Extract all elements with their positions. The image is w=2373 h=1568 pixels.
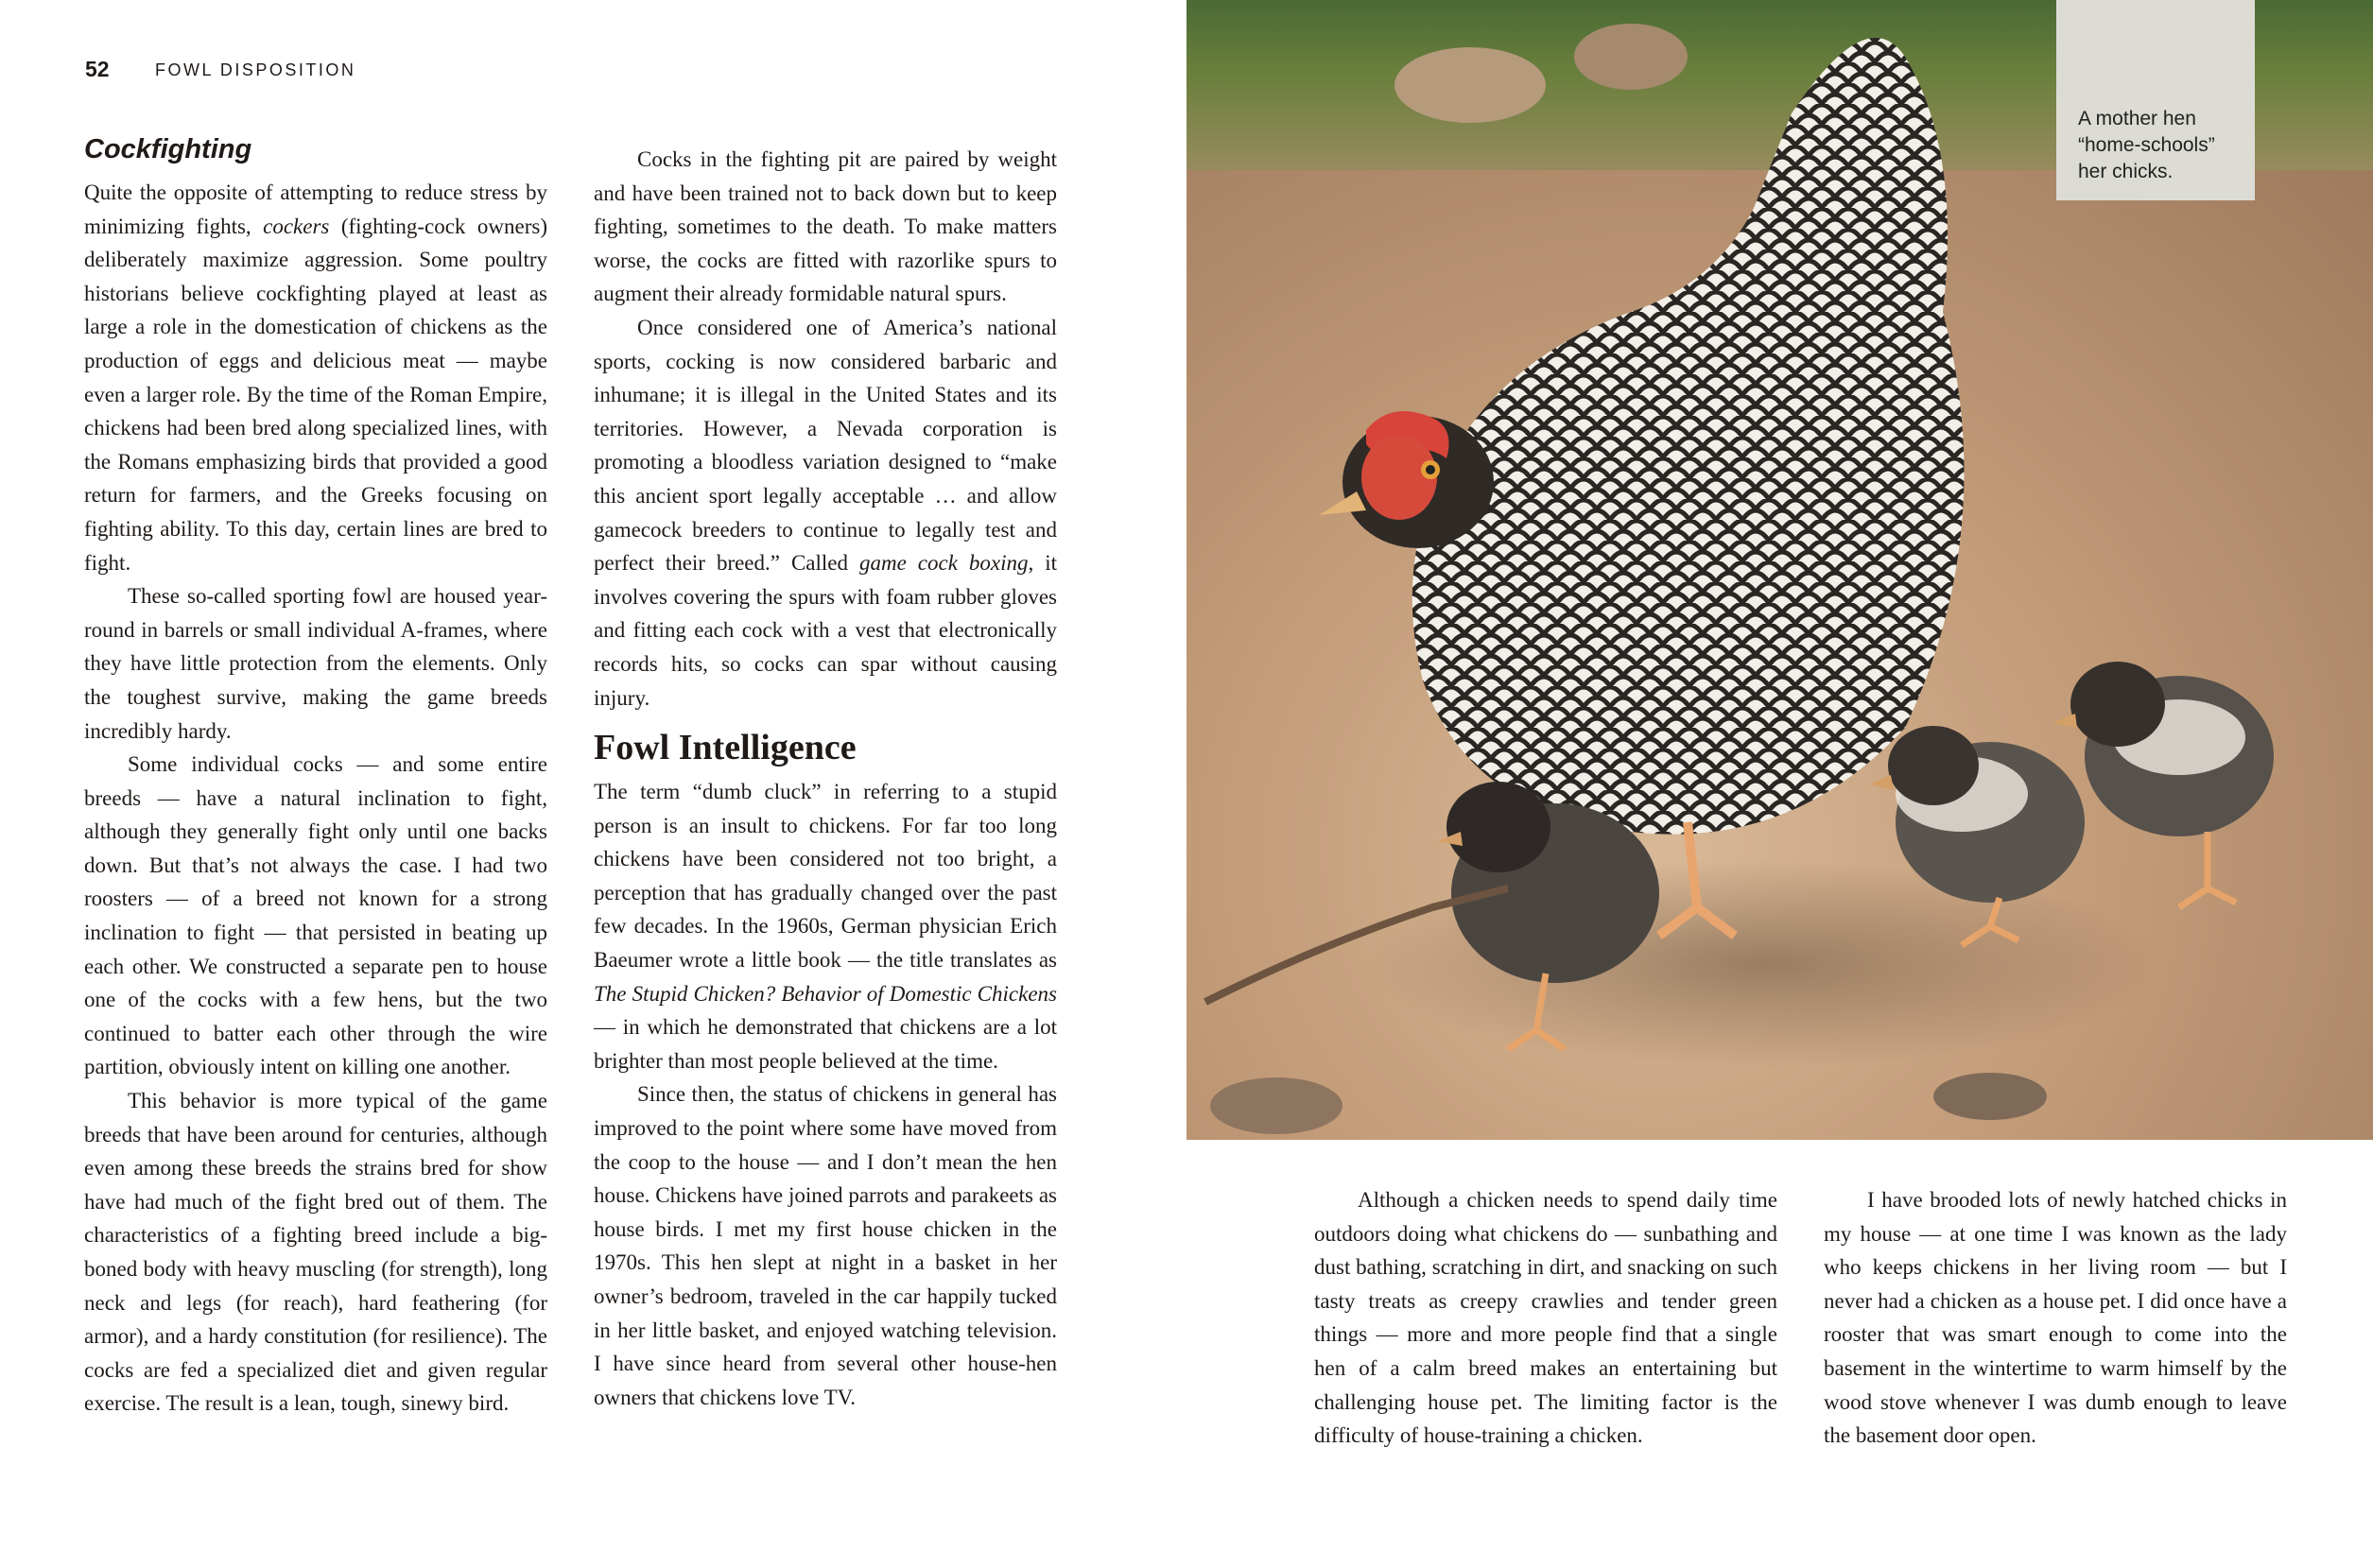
paragraph: Although a chicken needs to spend daily time outdoors doing what chickens do — sunbathing and dust bathing, scratching in dirt, and snacking on such tasty treats as creepy crawlies and tender green things — more and more people find that a single hen of a calm breed makes an entertaining but challenging house pet. The limiting factor is the difficulty of house-training a chicken. — [1314, 1188, 1777, 1448]
text-column-2 — [594, 143, 1057, 1414]
paragraph: Since then, the status of chickens in general has improved to the point where some have moved from the coop to the house — and I don’t mean the hen house. Chickens have joined parrots and parakeets as house birds. I met my first house chicken in the 1970s. This hen slept at night in a basket in her owner’s bedroom, traveled in the car happily tucked in her little basket, and enjoyed watching television. I have since heard from several other house-hen owners that chickens love TV. — [594, 1082, 1057, 1409]
paragraph: Cocks in the fighting pit are paired by weight and have been trained not to back down but to keep fighting, sometimes to the death. To make matters worse, the cocks are fitted with razorlike spurs to augment their already formidable natural spurs. — [594, 147, 1057, 306]
text-column-1 — [84, 176, 547, 1421]
paragraph: The term “dumb cluck” in referring to a stupid person is an insult to chickens. For far too long chickens have been considered not too bright, a perception that has gradually changed over the past few decades. In the 1960s, German physician Erich Baeumer wrote a little book — the title translates as The Stupid Chicken? Behavior of Domestic Chickens — in which he demonstrated that chickens are a lot brighter than most people believed at the time. — [594, 780, 1057, 1073]
section-heading-fowl-intelligence: Fowl Intelligence — [594, 728, 857, 768]
text-column-4 — [1824, 1183, 2287, 1453]
paragraph: I have brooded lots of newly hatched chicks in my house — at one time I was known as the lady who keeps chickens in her living room — but I never had a chicken as a house pet. I did once have a rooster that was smart enough to come into the basement in the wintertime to warm himself by the wood stove whenever I was dumb enough to leave the basement door open. — [1824, 1188, 2287, 1448]
running-head: FOWL DISPOSITION — [155, 60, 356, 79]
paragraph: These so-called sporting fowl are housed year-round in barrels or small individual A-frames, where they have little protection from the elements. Only the toughest survive, making the game breeds incredibly hardy. — [84, 584, 547, 743]
text-column-3 — [1314, 1183, 1777, 1453]
photo-caption: A mother hen “home-schools” her chicks. — [2078, 108, 2215, 182]
paragraph: Once considered one of America’s national sports, cocking is now considered barbaric and inhumane; it is illegal in the United States and its territories. However, a Nevada corporation is promoting a bloodless variation designed to “make this ancient sport legally acceptable … and allow gamecock breeders to continue to legally test and perfect their breed.” Called game cock boxing, it involves covering the spurs with foam rubber gloves and fitting each cock with a vest that electronically records hits, so cocks can spar without causing injury. — [594, 315, 1058, 710]
subhead-cockfighting: Cockfighting — [84, 134, 252, 164]
paragraph: This behavior is more typical of the game breeds that have been around for centuries, although even among these breeds the strains bred for show have had much of the fight bred out of them. The characteristics of a fighting breed include a big-boned body with heavy muscling (for strength), long neck and legs (for reach), hard feathering (for armor), and a hardy constitution (for resilience). The cocks are fed a specialized diet and given regular exercise. The result is a lean, tough, sinewy bird. — [84, 1089, 547, 1416]
paragraph: Some individual cocks — and some entire breeds — have a natural inclination to fight, although they generally fight only until one backs down. But that’s not always the case. I had two roosters — of a breed not known for a strong inclination to fight — that persisted in beating up each other. We constructed a separate pen to house one of the cocks with a few hens, but the two continued to batter each other through the wire partition, obviously intent on killing one another. — [84, 752, 547, 1079]
paragraph: Quite the opposite of attempting to reduce stress by minimizing fights, cockers (fighting-cock owners) deliberately maximize aggression. Some poultry historians believe cockfighting played at least as large a role in the domestication of chickens as the production of eggs and delicious meat — maybe even a larger role. By the time of the Roman Empire, chickens had been bred along specialized lines, with the Romans emphasizing birds that provided a good return for farmers, and the Greeks focusing on fighting ability. To this day, certain lines are bred to fight. — [84, 181, 547, 575]
page-number: 52 — [85, 57, 110, 81]
